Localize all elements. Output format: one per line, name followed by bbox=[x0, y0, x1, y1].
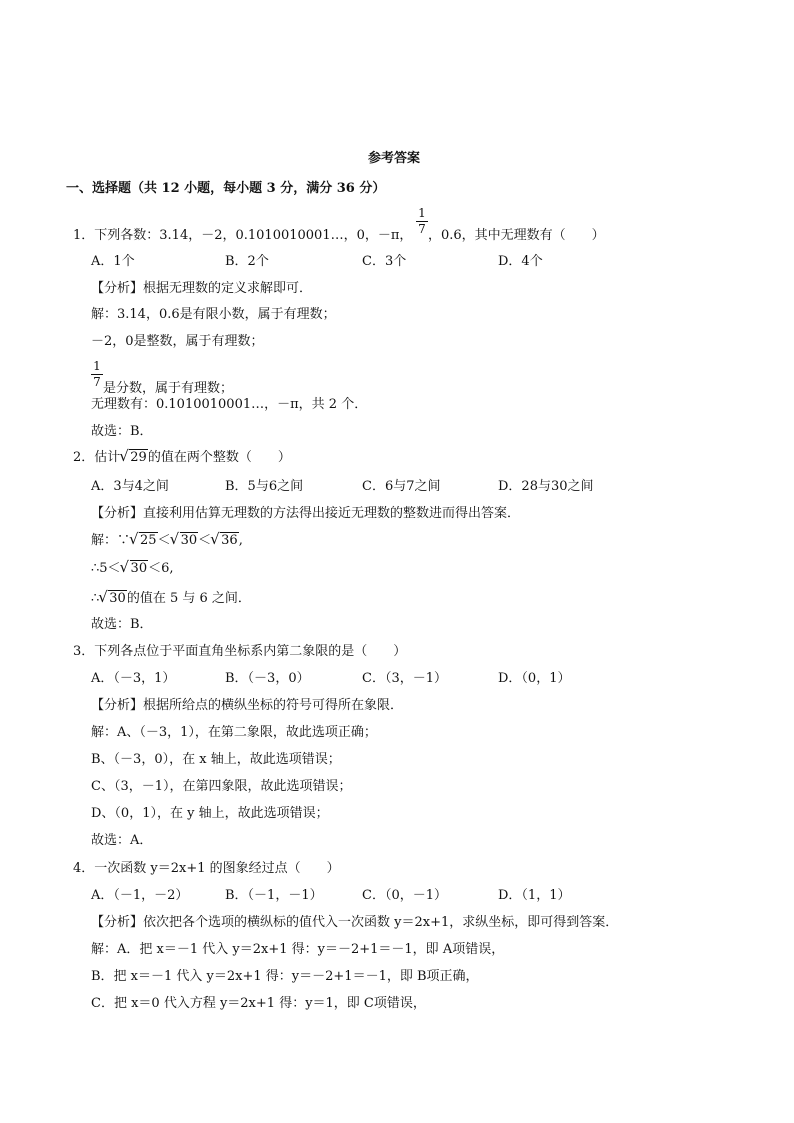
solution-line: 无理数有：0.1010010001…，－π，共 2 个． bbox=[91, 397, 368, 412]
question-4-stem: 4．一次函数 y＝2x+1 的图象经过点（ ） bbox=[73, 861, 340, 876]
sqrt-expression bbox=[120, 450, 148, 466]
analysis: 【分析】依次把各个选项的横纵标的值代入一次函数 y＝2x+1，求纵坐标，即可得到答案． bbox=[91, 915, 619, 930]
page-title: 参考答案 bbox=[368, 151, 421, 166]
solution-line: －2，0是整数，属于有理数； bbox=[91, 334, 264, 349]
stem-pre: 2．估计 bbox=[73, 450, 121, 465]
fraction-denominator: 7 bbox=[418, 222, 426, 236]
option-b: B．（－3，0） bbox=[225, 671, 310, 686]
option-c: C．3个 bbox=[362, 254, 407, 269]
radicand: 25 bbox=[140, 533, 157, 548]
solution-line: 解：A、（－3，1），在第二象限，故此选项正确； bbox=[91, 725, 377, 740]
option-b: B．2个 bbox=[225, 254, 269, 269]
option-d: D．28与30之间 bbox=[498, 479, 594, 494]
sqrt-expression bbox=[130, 533, 158, 549]
answer: 故选：B． bbox=[91, 617, 153, 632]
option-a: A．（－1，－2） bbox=[91, 888, 189, 903]
solution-line: D、（0，1），在 y 轴上，故此选项错误； bbox=[91, 806, 329, 821]
section-heading: 一、选择题（共 12 小题，每小题 3 分，满分 36 分） bbox=[66, 181, 386, 196]
option-d: D．4个 bbox=[498, 254, 543, 269]
solution-line bbox=[91, 533, 243, 549]
analysis: 【分析】直接利用估算无理数的方法得出接近无理数的整数进而得出答案． bbox=[91, 506, 521, 521]
option-a: A．1个 bbox=[91, 254, 135, 269]
solution-line: 解：A．把 x＝－1 代入 y＝2x+1 得：y＝－2+1＝－1，即 A项错误， bbox=[91, 942, 505, 957]
option-d: D．（1，1） bbox=[498, 888, 571, 903]
option-a: A．（－3，1） bbox=[91, 671, 176, 686]
radicand: 36 bbox=[221, 533, 238, 548]
option-c: C．6与7之间 bbox=[362, 479, 441, 494]
radicand: 29 bbox=[130, 450, 147, 465]
sqrt-expression bbox=[171, 533, 199, 549]
text: ∴5＜ bbox=[91, 561, 121, 576]
solution-line: 解：3.14，0.6是有限小数，属于有理数； bbox=[91, 307, 336, 322]
stem-post: 的值在两个整数（ ） bbox=[147, 450, 291, 465]
less-than: ＜ bbox=[198, 533, 212, 548]
question-1-fraction bbox=[416, 207, 428, 236]
solution-fraction bbox=[91, 360, 103, 389]
text: 的值在 5 与 6 之间． bbox=[126, 591, 251, 606]
text: 解：∵ bbox=[91, 533, 131, 548]
text: ∴ bbox=[91, 591, 100, 606]
option-a: A．3与4之间 bbox=[91, 479, 169, 494]
radicand: 30 bbox=[109, 591, 126, 606]
solution-line: C、（3，－1），在第四象限，故此选项错误； bbox=[91, 779, 352, 794]
question-2-stem bbox=[73, 450, 291, 466]
option-b: B．5与6之间 bbox=[225, 479, 304, 494]
text: ＜6, bbox=[148, 561, 174, 576]
sqrt-expression bbox=[211, 533, 239, 549]
radicand: 30 bbox=[180, 533, 198, 548]
answer: 故选：A． bbox=[91, 833, 153, 848]
radicand: 30 bbox=[130, 561, 148, 576]
solution-line: 是分数，属于有理数； bbox=[103, 381, 234, 396]
analysis: 【分析】根据无理数的定义求解即可． bbox=[91, 281, 313, 296]
fraction-numerator: 1 bbox=[93, 359, 101, 373]
less-than: ＜ bbox=[157, 533, 171, 548]
solution-line bbox=[91, 561, 174, 577]
solution-line: C．把 x＝0 代入方程 y＝2x+1 得：y＝1，即 C项错误， bbox=[91, 996, 426, 1011]
fraction-numerator: 1 bbox=[418, 206, 426, 220]
option-b: B．（－1，－1） bbox=[225, 888, 323, 903]
question-1-stem-post: ，0.6，其中无理数有（ ） bbox=[428, 228, 605, 243]
question-3-stem: 3．下列各点位于平面直角坐标系内第二象限的是（ ） bbox=[73, 644, 407, 659]
option-c: C．（3，－1） bbox=[362, 671, 447, 686]
analysis: 【分析】根据所给点的横纵坐标的符号可得所在象限． bbox=[91, 698, 404, 713]
question-1-stem-pre: 1．下列各数：3.14，－2，0.1010010001…，0，－π， bbox=[73, 228, 413, 243]
sqrt-expression bbox=[121, 561, 149, 577]
option-c: C．（0，－1） bbox=[362, 888, 447, 903]
sqrt-expression bbox=[99, 591, 127, 607]
solution-line bbox=[91, 591, 251, 607]
answer: 故选：B． bbox=[91, 424, 153, 439]
solution-line: B、（－3，0），在 x 轴上，故此选项错误； bbox=[91, 752, 341, 767]
text: , bbox=[238, 533, 243, 548]
option-d: D．（0，1） bbox=[498, 671, 571, 686]
solution-line: B．把 x＝－1 代入 y＝2x+1 得：y＝－2+1＝－1，即 B项正确， bbox=[91, 969, 479, 984]
fraction-denominator: 7 bbox=[93, 375, 101, 389]
